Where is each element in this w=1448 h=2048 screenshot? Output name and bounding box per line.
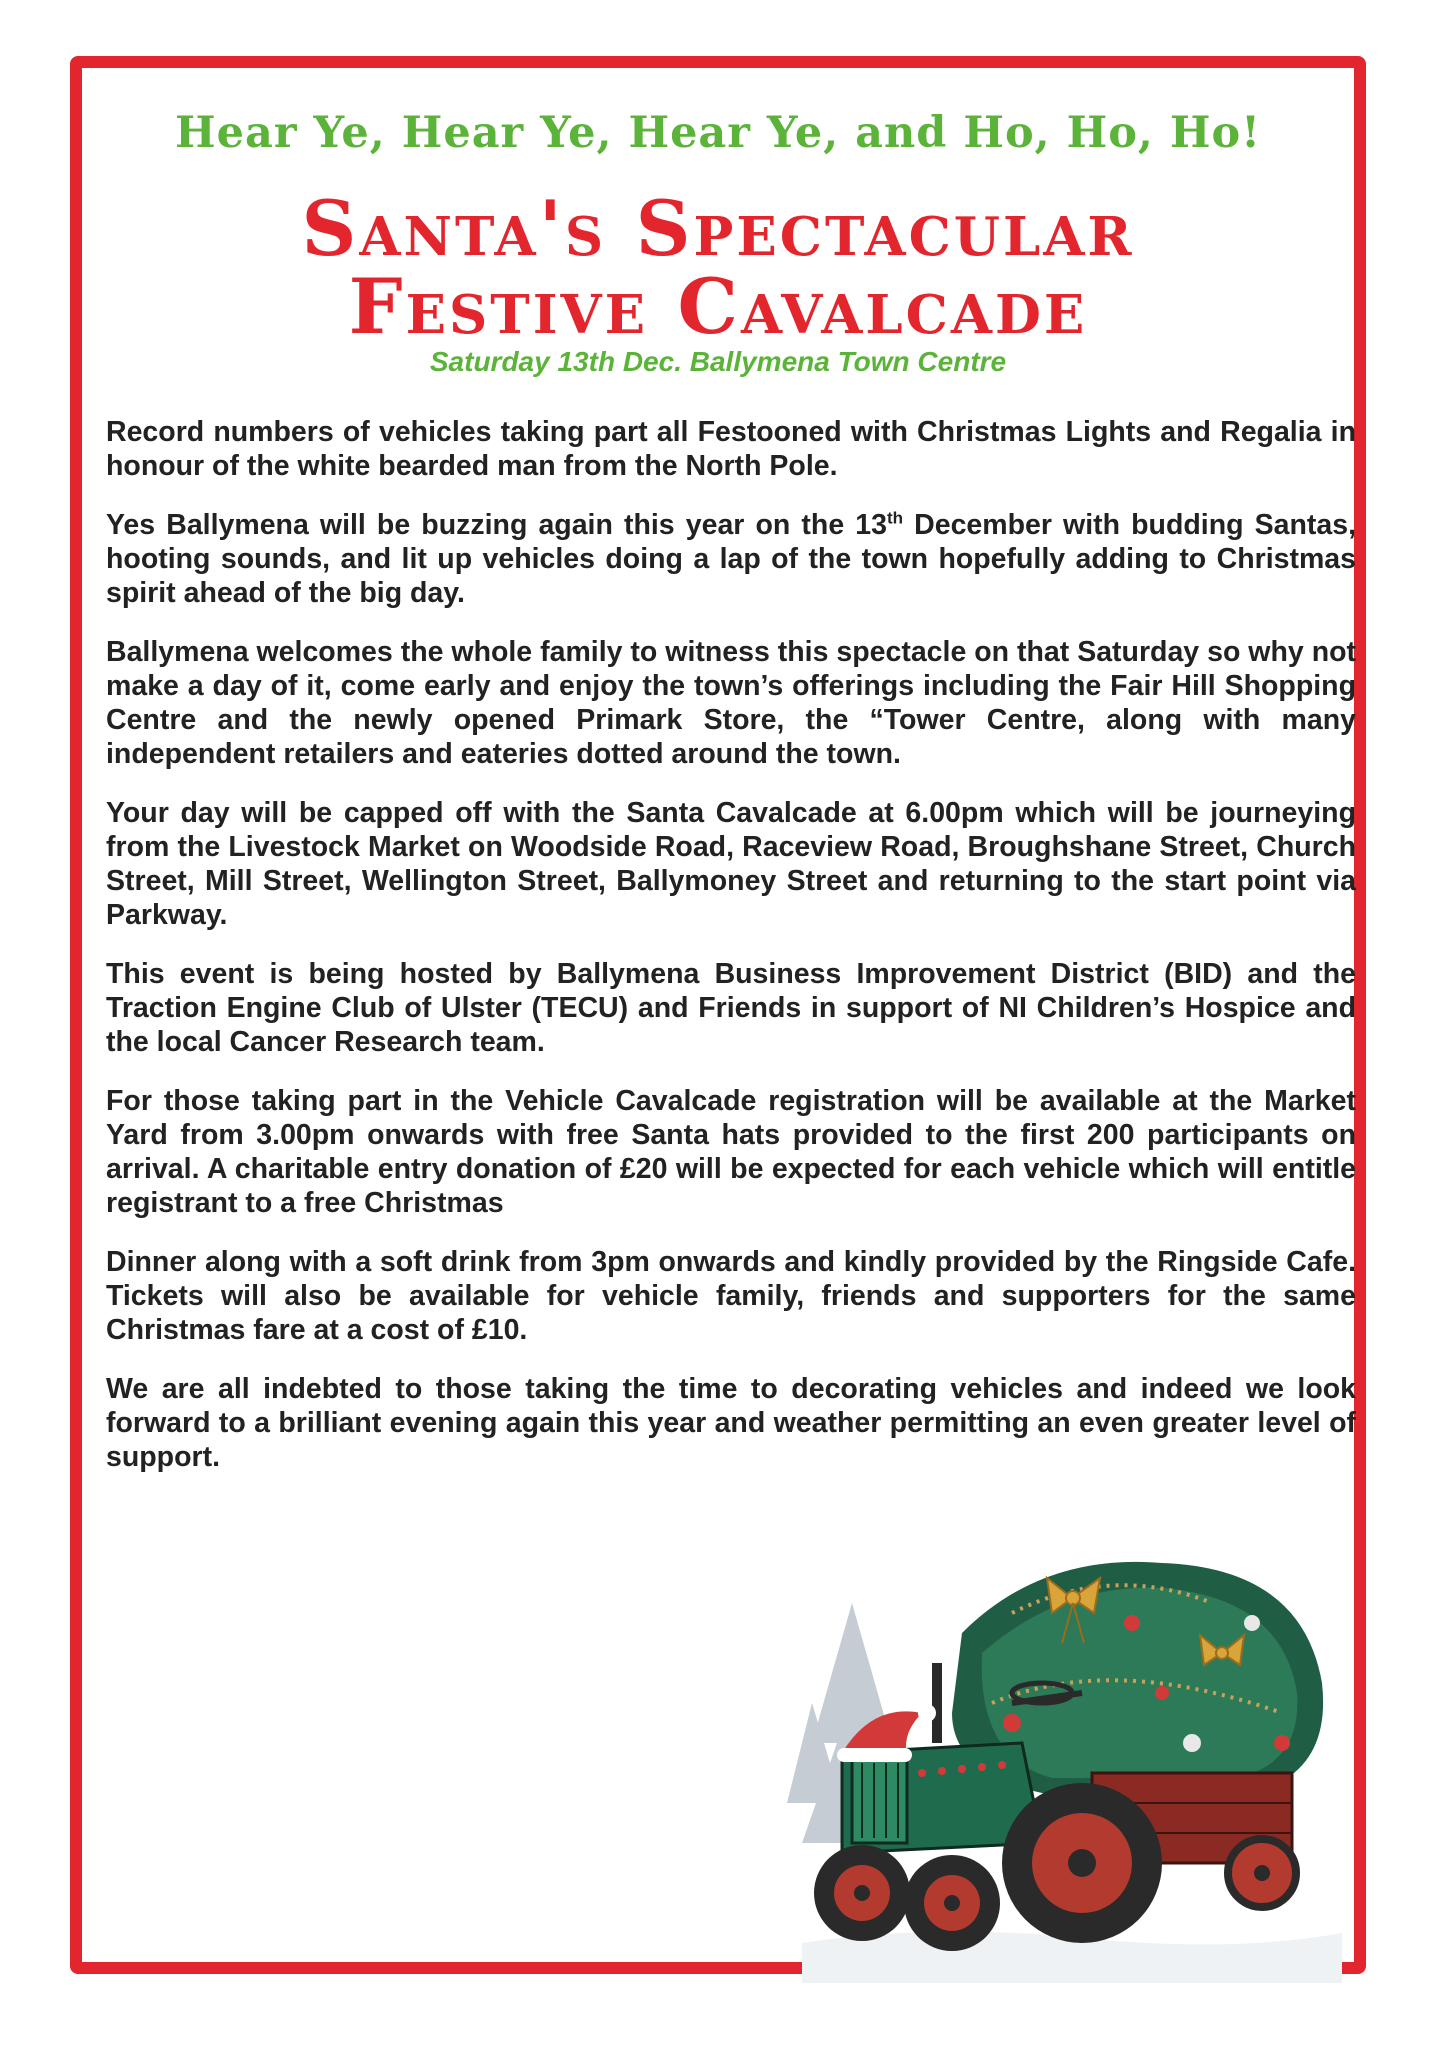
title-line-2: Festive Cavalcade — [348, 262, 1088, 351]
paragraph-8: We are all indebted to those taking the time to decorating vehicles and indeed we look forward to a brilliant evening again this year and weather permitting an even greater level of support. — [106, 1373, 1356, 1473]
title-line-1: Santa's Spectacular — [301, 184, 1135, 273]
paragraph-6: For those taking part in the Vehicle Cavalcade registration will be available at the Market Yard from 3.00pm onwards with free Santa hats provided to the first 200 participants on arrival. A charitable entry donation of £20 will be expected for each vehicle which will entitle registrant to a free Christmas — [106, 1085, 1356, 1219]
tagline: Hear Ye, Hear Ye, Hear Ye, and Ho, Ho, Ho! — [174, 108, 1262, 158]
paragraph-1: Record numbers of vehicles taking part all Festooned with Christmas Lights and Regalia in honour of the white bearded man from the North Pole. — [106, 416, 1356, 482]
exhaust-stack — [932, 1663, 942, 1743]
poster-body — [106, 415, 1356, 1499]
tractor-christmas-tree-illustration — [782, 1543, 1342, 1983]
paragraph-5: This event is being hosted by Ballymena Business Improvement District (BID) and the Traction Engine Club of Ulster (TECU) and Friends in support of NI Children’s Hospice and the local Cancer Research team. — [106, 958, 1356, 1058]
paragraph-4: Your day will be capped off with the Santa Cavalcade at 6.00pm which will be journeying from the Livestock Market on Woodside Road, Raceview Road, Broughshane Street, Church Street, Mill Street, Wellington Street, Ballymoney Street and returning to the start point via Parkway. — [106, 797, 1356, 931]
paragraph-2-end: December with budding Santas, hooting sounds, and lit up vehicles doing a lap of the town hopefully adding to Christmas spirit ahead of the big day. — [106, 509, 1356, 609]
paragraph-2-start: Yes Ballymena will be buzzing again this year on the 13 — [106, 509, 887, 541]
poster-frame — [70, 56, 1366, 1974]
event-date-location: Saturday 13th Dec. Ballymena Town Centre — [429, 346, 1007, 377]
paragraph-7: Dinner along with a soft drink from 3pm onwards and kindly provided by the Ringside Cafe. Tickets will also be available for vehicle family, friends and supporters for the same Christmas fare at a cost of £10. — [106, 1246, 1356, 1346]
ordinal-suffix: th — [886, 508, 904, 528]
poster-title — [82, 184, 1354, 351]
paragraph-2 — [106, 508, 1356, 610]
paragraph-3: Ballymena welcomes the whole family to witness this spectacle on that Saturday so why not make a day of it, come early and enjoy the town’s offerings including the Fair Hill Shopping Centre and the newly opened Primark Store, the “Tower Centre, along with many independent retailers and eateries dotted around the town. — [106, 636, 1356, 770]
